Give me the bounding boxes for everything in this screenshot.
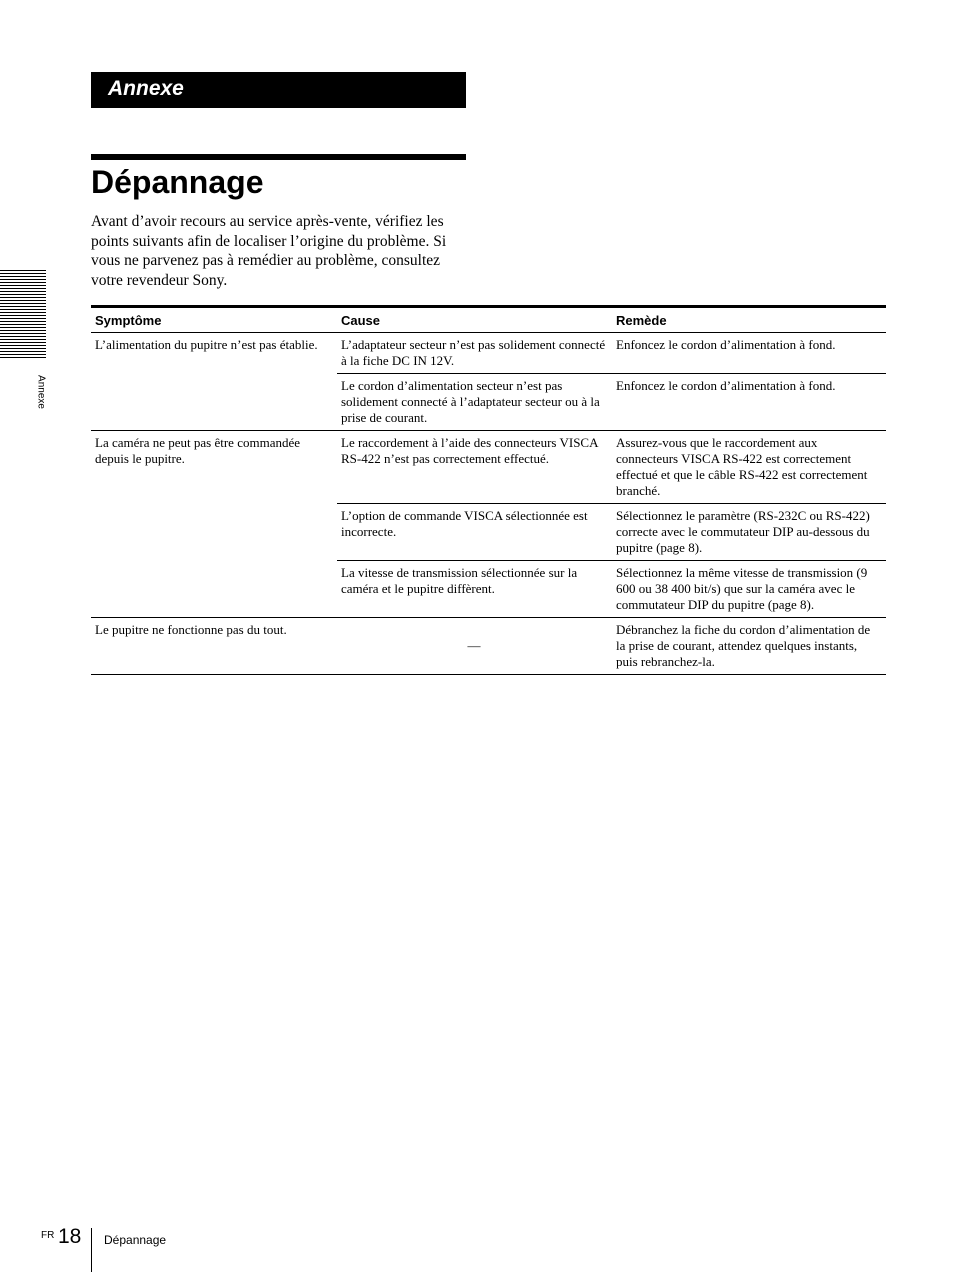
side-thumb-tab xyxy=(0,270,46,360)
footer-language: FR xyxy=(41,1230,55,1241)
footer-divider xyxy=(91,1228,92,1272)
cause-cell-empty: — xyxy=(337,618,612,675)
remedy-cell: Enfoncez le cordon d’alimentation à fond. xyxy=(612,333,886,374)
remedy-cell: Débranchez la fiche du cordon d’alimentation de la prise de courant, attendez quelques instants, puis rebranchez-la. xyxy=(612,618,886,675)
cause-cell: La vitesse de transmission sélectionnée sur la caméra et le pupitre diffèrent. xyxy=(337,561,612,618)
header-cause: Cause xyxy=(337,307,612,333)
section-header-label: Annexe xyxy=(108,77,184,100)
cause-cell: Le cordon d’alimentation secteur n’est pas solidement connecté à l’adaptateur secteur ou à la prise de courant. xyxy=(337,374,612,431)
page-title: Dépannage xyxy=(91,164,264,200)
troubleshooting-table xyxy=(91,305,886,675)
remedy-cell: Enfoncez le cordon d’alimentation à fond. xyxy=(612,374,886,431)
header-remedy: Remède xyxy=(612,307,886,333)
table-header-row xyxy=(91,307,886,333)
header-symptom: Symptôme xyxy=(91,307,337,333)
footer-section-label: Dépannage xyxy=(104,1233,167,1247)
symptom-cell: La caméra ne peut pas être commandée depuis le pupitre. xyxy=(91,431,337,618)
section-header-bar xyxy=(91,72,466,108)
cause-cell: L’option de commande VISCA sélectionnée est incorrecte. xyxy=(337,504,612,561)
remedy-cell: Assurez-vous que le raccordement aux connecteurs VISCA RS-422 est correctement effectué et que le câble RS-422 est correctement branché. xyxy=(612,431,886,504)
remedy-cell: Sélectionnez le paramètre (RS-232C ou RS-422) correcte avec le commutateur DIP au-dessous du pupitre (page 8). xyxy=(612,504,886,561)
intro-paragraph: Avant d’avoir recours au service après-vente, vérifiez les points suivants afin de localiser l’origine du problème. Si vous ne parvenez pas à remédier au problème, consultez votre revendeur Sony. xyxy=(91,213,447,289)
table-row xyxy=(91,333,886,374)
symptom-cell: L’alimentation du pupitre n’est pas établie. xyxy=(91,333,337,431)
remedy-cell: Sélectionnez la même vitesse de transmission (9 600 ou 38 400 bit/s) que sur la caméra avec le commutateur DIP du pupitre (page 8). xyxy=(612,561,886,618)
footer-page-number: 18 xyxy=(58,1225,82,1248)
cause-cell: L’adaptateur secteur n’est pas solidement connecté à la fiche DC IN 12V. xyxy=(337,333,612,374)
table-row xyxy=(91,618,886,675)
cause-cell: Le raccordement à l’aide des connecteurs VISCA RS-422 n’est pas correctement effectué. xyxy=(337,431,612,504)
title-rule xyxy=(91,154,466,160)
table-row xyxy=(91,431,886,504)
side-tab-label: Annexe xyxy=(35,375,47,409)
symptom-cell: Le pupitre ne fonctionne pas du tout. xyxy=(91,618,337,675)
